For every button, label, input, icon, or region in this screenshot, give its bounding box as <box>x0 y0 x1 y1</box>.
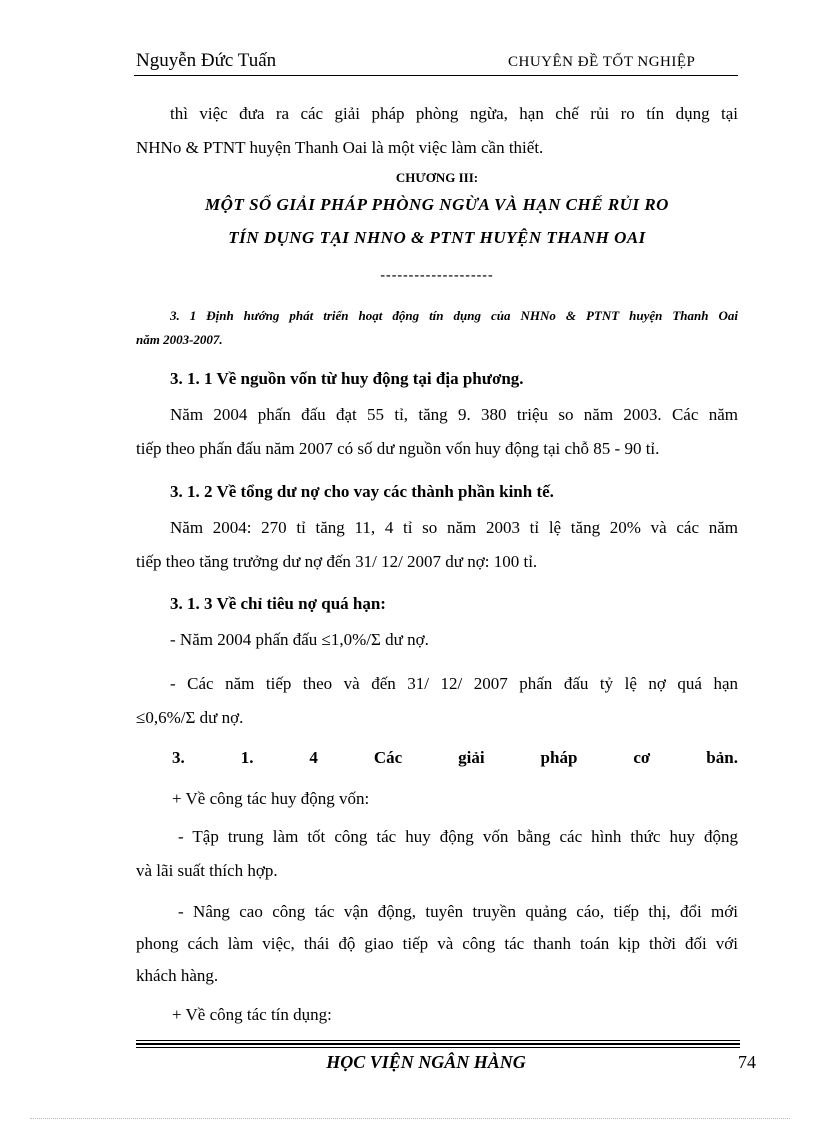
dash-2-line-1: - Nâng cao công tác vận động, tuyên truyền quảng cáo, tiếp thị, đổi mới <box>178 902 738 921</box>
plus-item-1: + Về công tác huy động vốn: <box>172 789 370 808</box>
heading-3-1-4-part: Các <box>373 748 403 767</box>
chapter-label: CHƯƠNG III: <box>395 170 479 185</box>
heading-3-1-4-part: bản. <box>706 748 738 767</box>
dash-1-line-1: - Tập trung làm tốt công tác huy động vốn bằng các hình thức huy động <box>178 827 738 846</box>
heading-3-1-2: 3. 1. 2 Về tổng dư nợ cho vay các thành phần kinh tế. <box>170 482 554 501</box>
heading-3-1-4-part: pháp <box>540 748 578 767</box>
heading-3-1-4-part: 3. <box>172 748 185 767</box>
plus-item-2: + Về công tác tín dụng: <box>172 1005 332 1024</box>
dash-1-line-2: và lãi suất thích hợp. <box>136 861 278 880</box>
separator: -------------------- <box>380 268 494 283</box>
para-3-1-2-line-1: Năm 2004: 270 tỉ tăng 11, 4 tỉ so năm 2003 tỉ lệ tăng 20% và các năm <box>170 518 738 537</box>
heading-3-1-4-part: 1. <box>240 748 254 767</box>
footer-institution: HỌC VIỆN NGÂN HÀNG <box>326 1052 526 1072</box>
dash-2-line-3: khách hàng. <box>136 966 219 985</box>
page-number: 74 <box>738 1052 756 1072</box>
footer-rule-bottom <box>136 1047 740 1048</box>
bullet-2-line-1: - Các năm tiếp theo và đến 31/ 12/ 2007 phấn đấu tỷ lệ nợ quá hạn <box>170 674 738 693</box>
para-3-1-2-line-2: tiếp theo tăng trưởng dư nợ đến 31/ 12/ 2007 dư nợ: 100 tỉ. <box>136 552 538 571</box>
header-author: Nguyễn Đức Tuấn <box>136 50 277 71</box>
header-rule <box>134 75 738 76</box>
para-3-1-1-line-2: tiếp theo phấn đấu năm 2007 có số dư nguồn vốn huy động tại chỗ 85 - 90 tỉ. <box>136 439 660 458</box>
header-title: CHUYÊN ĐỀ TỐT NGHIỆP <box>508 54 696 70</box>
intro-line-2: NHNo & PTNT huyện Thanh Oai là một việc làm cần thiết. <box>136 138 544 157</box>
footer-rule-middle <box>136 1043 740 1045</box>
chapter-title-line-1: MỘT SỐ GIẢI PHÁP PHÒNG NGỪA VÀ HẠN CHẾ RỦI RO <box>205 195 669 214</box>
section-3-1-line-1: 3. 1 Định hướng phát triển hoạt động tín dụng của NHNo & PTNT huyện Thanh Oai <box>170 308 738 323</box>
page-edge-dotted-line <box>30 1118 790 1119</box>
heading-3-1-3: 3. 1. 3 Về chỉ tiêu nợ quá hạn: <box>170 594 386 613</box>
heading-3-1-1: 3. 1. 1 Về nguồn vốn từ huy động tại địa phương. <box>170 369 524 388</box>
heading-3-1-4-part: 4 <box>309 748 318 767</box>
heading-3-1-4-part: giải <box>458 748 485 767</box>
para-3-1-1-line-1: Năm 2004 phấn đấu đạt 55 tỉ, tăng 9. 380 triệu so năm 2003. Các năm <box>170 405 738 424</box>
bullet-2-line-2: ≤0,6%/Σ dư nợ. <box>136 708 244 727</box>
section-3-1-line-2: năm 2003-2007. <box>136 332 223 347</box>
dash-2-line-2: phong cách làm việc, thái độ giao tiếp và công tác thanh toán kịp thời đối với <box>136 934 738 953</box>
footer-rule-top <box>136 1040 740 1041</box>
intro-line-1: thì việc đưa ra các giải pháp phòng ngừa, hạn chế rủi ro tín dụng tại <box>170 104 738 123</box>
chapter-title-line-2: TÍN DỤNG TẠI NHNO & PTNT HUYỆN THANH OAI <box>228 228 646 247</box>
heading-3-1-4 <box>172 748 738 768</box>
heading-3-1-4-part: cơ <box>633 748 651 767</box>
bullet-1: - Năm 2004 phấn đấu ≤1,0%/Σ dư nợ. <box>170 630 429 649</box>
